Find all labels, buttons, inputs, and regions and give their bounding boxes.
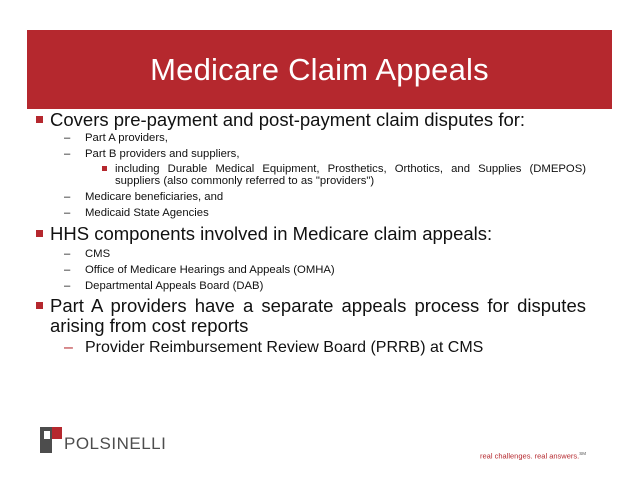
sub-item: [36, 190, 586, 204]
square-bullet-icon: [36, 116, 43, 123]
square-bullet-icon: [102, 166, 107, 171]
bullet-2: [36, 224, 586, 244]
slide-title: Medicare Claim Appeals: [150, 51, 489, 87]
sub-item-text: Medicaid State Agencies: [85, 207, 209, 219]
sub-item-text: CMS: [85, 248, 111, 260]
bullet-list: [36, 110, 586, 357]
sub-item: [36, 338, 586, 357]
dash-icon: –: [64, 264, 71, 276]
square-bullet-icon: [36, 230, 43, 237]
sub-item: [36, 247, 586, 261]
bullet-1-text: Covers pre-payment and post-payment claim disputes for:: [50, 109, 526, 130]
tagline: [480, 451, 586, 461]
sub-sub-item-text: including Durable Medical Equipment, Prosthetics, Orthotics, and Supplies (DMEPOS) suppliers (also commonly referred to as "providers"): [115, 163, 586, 187]
sub-item-text: Part A providers,: [85, 132, 168, 144]
dash-icon: –: [64, 132, 71, 144]
dash-icon: –: [64, 191, 71, 203]
polsinelli-logo: [40, 426, 166, 454]
dash-icon: –: [64, 248, 71, 260]
sub-item-text: Office of Medicare Hearings and Appeals (OMHA): [85, 264, 335, 276]
sub-item: [36, 263, 586, 277]
bullet-3: [36, 296, 586, 336]
sub-item-text: Medicare beneficiaries, and: [85, 191, 224, 203]
dash-icon: –: [64, 207, 71, 219]
bullet-1: [36, 110, 586, 130]
bullet-2-text: HHS components involved in Medicare claim appeals:: [50, 223, 493, 244]
dash-icon: –: [64, 280, 71, 292]
sub-item: [36, 279, 586, 293]
title-bar: [27, 30, 612, 109]
logo-mark-icon: [40, 427, 62, 453]
logo-text: POLSINELLI: [64, 434, 167, 453]
sub-item: [36, 131, 586, 145]
sub-item-text: Part B providers and suppliers,: [85, 148, 240, 160]
tagline-text: real challenges. real answers.: [480, 451, 580, 461]
square-bullet-icon: [36, 302, 43, 309]
sub-item: [36, 147, 586, 161]
sub-sub-item: [36, 163, 586, 187]
bullet-3-text: Part A providers have a separate appeals process for disputes arising from cost reports: [50, 295, 586, 336]
service-mark: SM: [579, 451, 586, 456]
dash-icon: –: [64, 339, 73, 356]
dash-icon: –: [64, 148, 71, 160]
sub-item-text: Provider Reimbursement Review Board (PRRB) at CMS: [85, 339, 484, 356]
sub-item-text: Departmental Appeals Board (DAB): [85, 280, 264, 292]
sub-item: [36, 206, 586, 220]
